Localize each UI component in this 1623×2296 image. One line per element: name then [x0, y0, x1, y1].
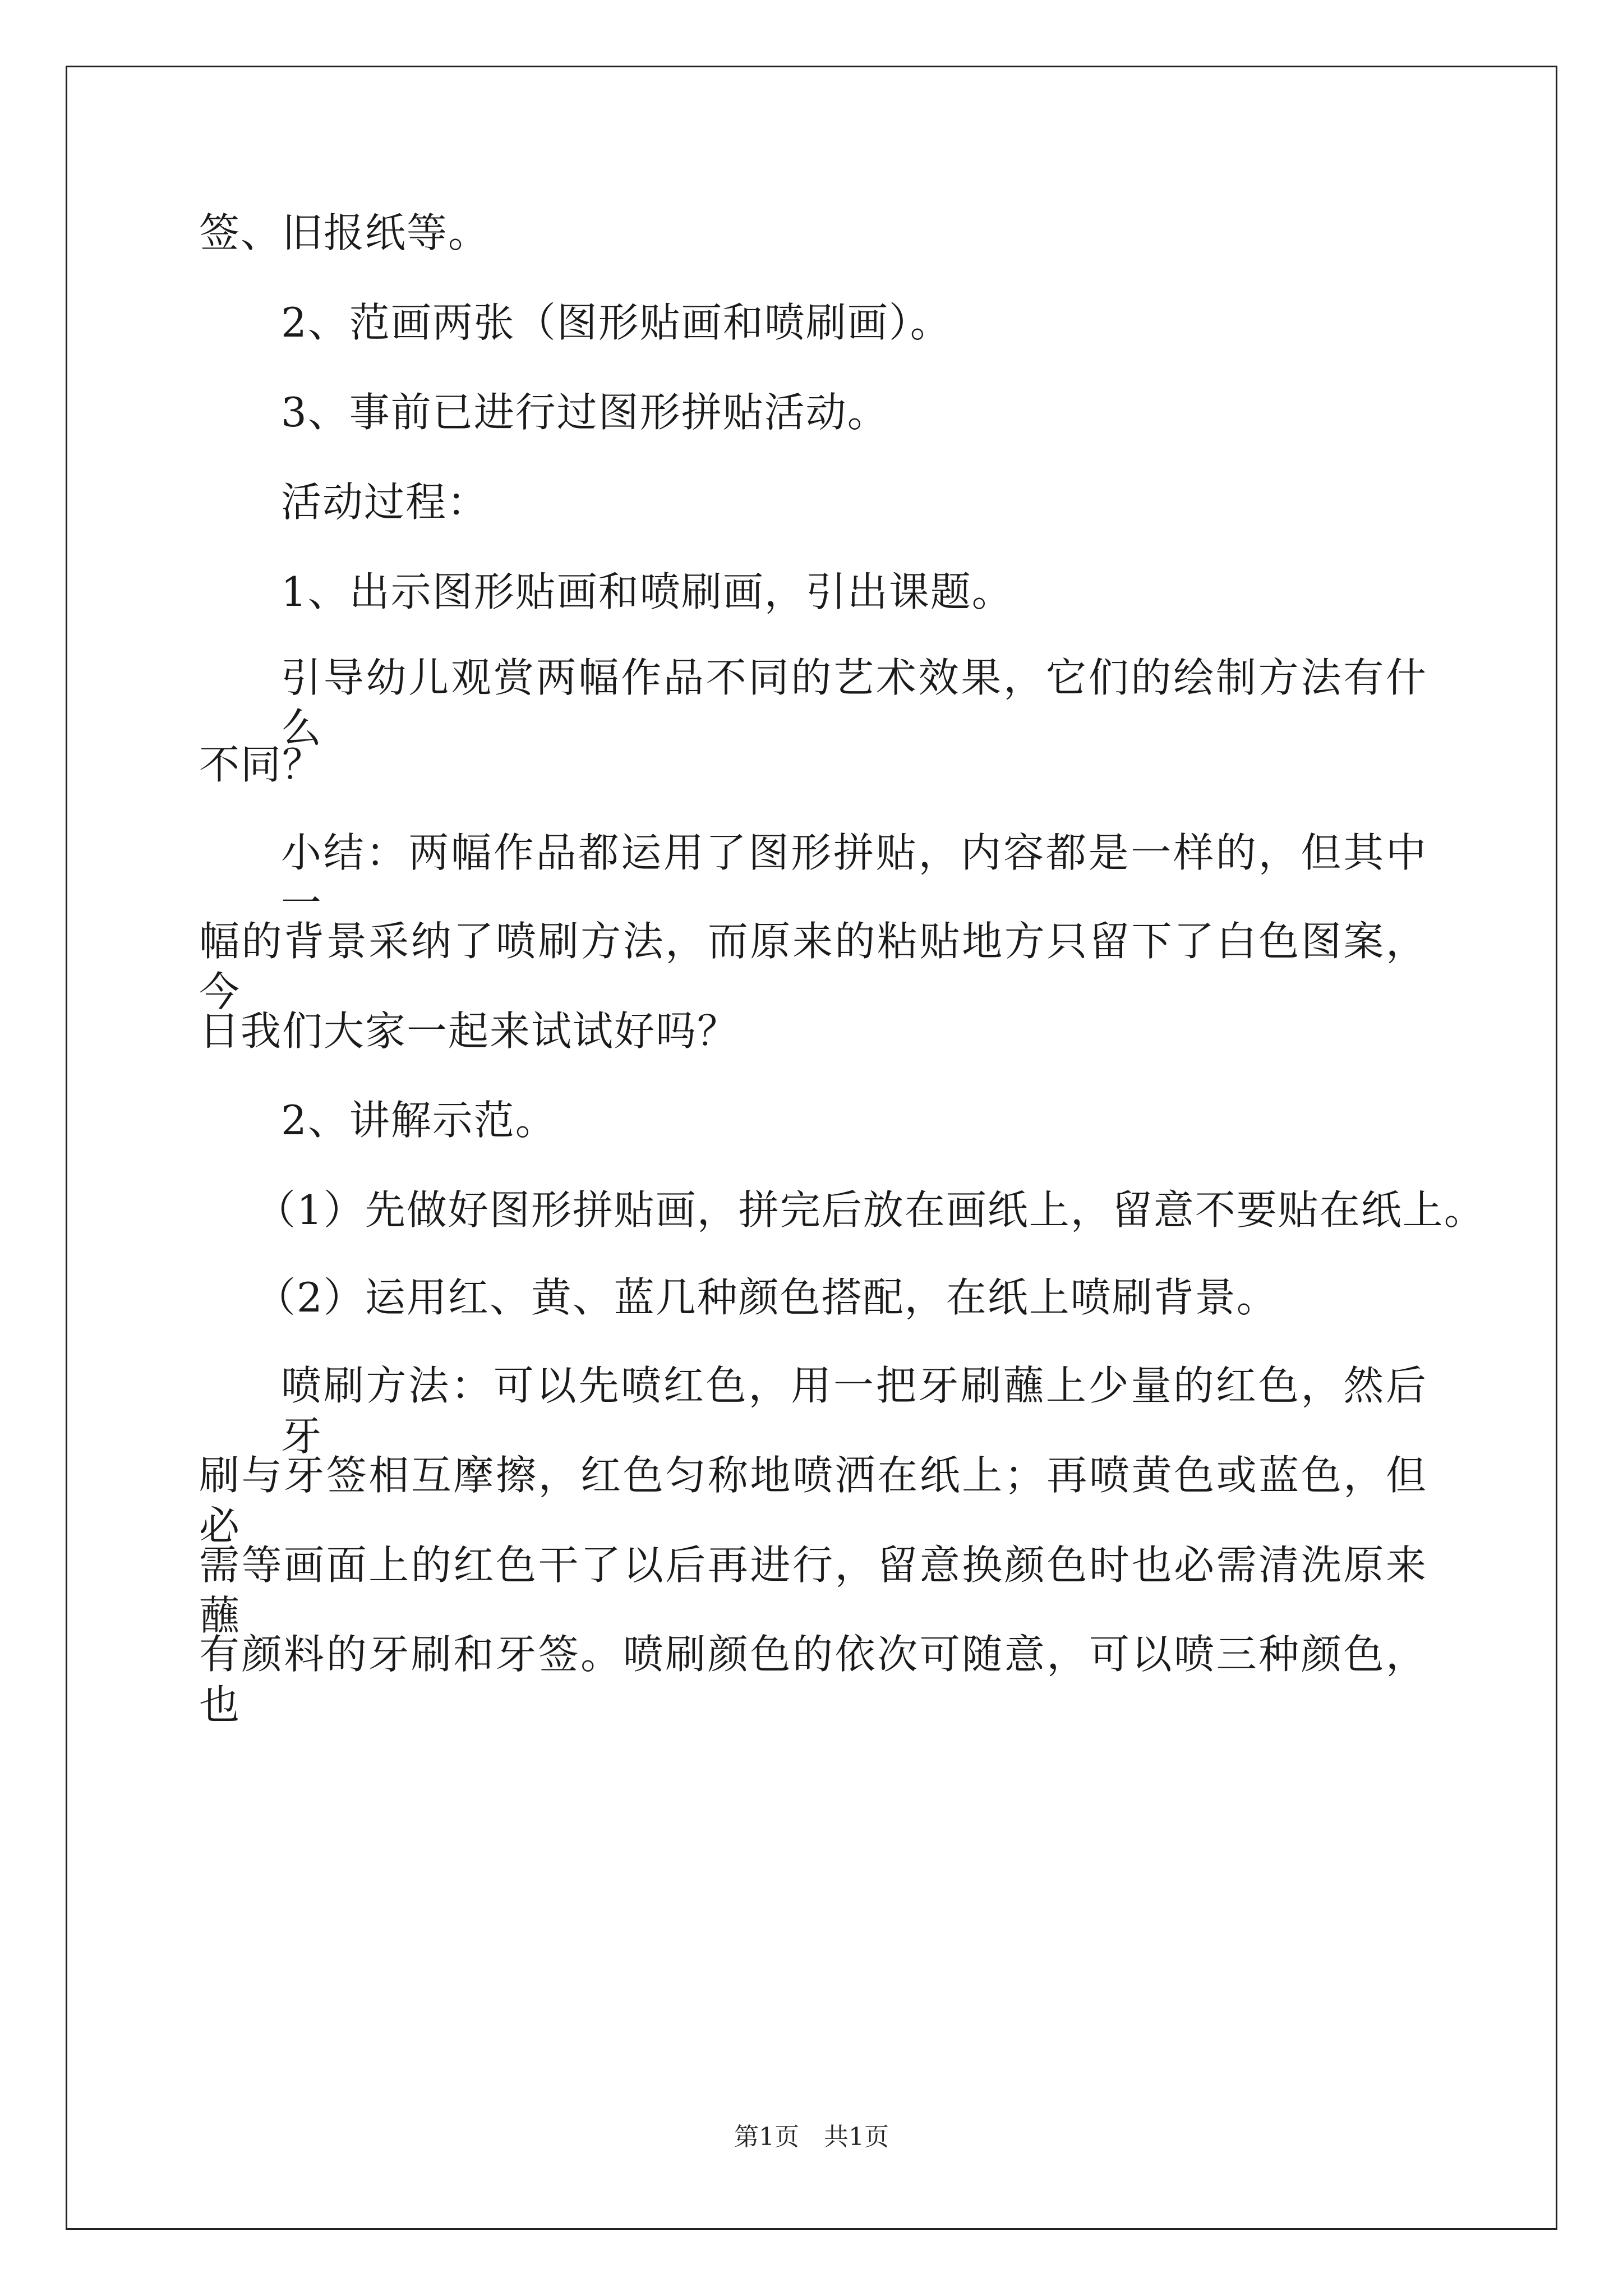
- text-line: 刷与牙签相互摩擦，红色匀称地喷洒在纸上；再喷黄色或蓝色，但必: [199, 1452, 1427, 1549]
- text-line: 3、事前已进行过图形拼贴活动。: [281, 389, 889, 436]
- text-line: （1）先做好图形拼贴画，拼完后放在画纸上，留意不要贴在纸上。: [255, 1186, 1486, 1234]
- text-line: 活动过程：: [281, 478, 489, 526]
- text-line: 1、出示图形贴画和喷刷画，引出课题。: [281, 568, 1013, 615]
- text-line: 幅的背景采纳了喷刷方法，而原来的粘贴地方只留下了白色图案，今: [199, 918, 1427, 1015]
- text-line: 引导幼儿观赏两幅作品不同的艺术效果，它们的绘制方法有什么: [281, 654, 1427, 752]
- text-line: 日我们大家一起来试试好吗？: [199, 1007, 739, 1055]
- text-line: 2、范画两张（图形贴画和喷刷画）。: [281, 299, 952, 346]
- text-line: （2）运用红、黄、蓝几种颜色搭配，在纸上喷刷背景。: [255, 1274, 1278, 1321]
- text-line: 小结：两幅作品都运用了图形拼贴，内容都是一样的，但其中一: [281, 829, 1427, 927]
- text-line: 喷刷方法：可以先喷红色，用一把牙刷蘸上少量的红色，然后牙: [281, 1362, 1427, 1460]
- text-line: 2、讲解示范。: [281, 1097, 557, 1144]
- text-line: 需等画面上的红色干了以后再进行，留意换颜色时也必需清洗原来蘸: [199, 1542, 1427, 1639]
- text-line: 签、旧报纸等。: [199, 209, 490, 256]
- text-line: 不同？: [199, 741, 324, 788]
- text-line: 有颜料的牙刷和牙签。喷刷颜色的依次可随意，可以喷三种颜色，也: [199, 1631, 1427, 1728]
- page-footer: 第1页 共1页: [734, 2123, 889, 2151]
